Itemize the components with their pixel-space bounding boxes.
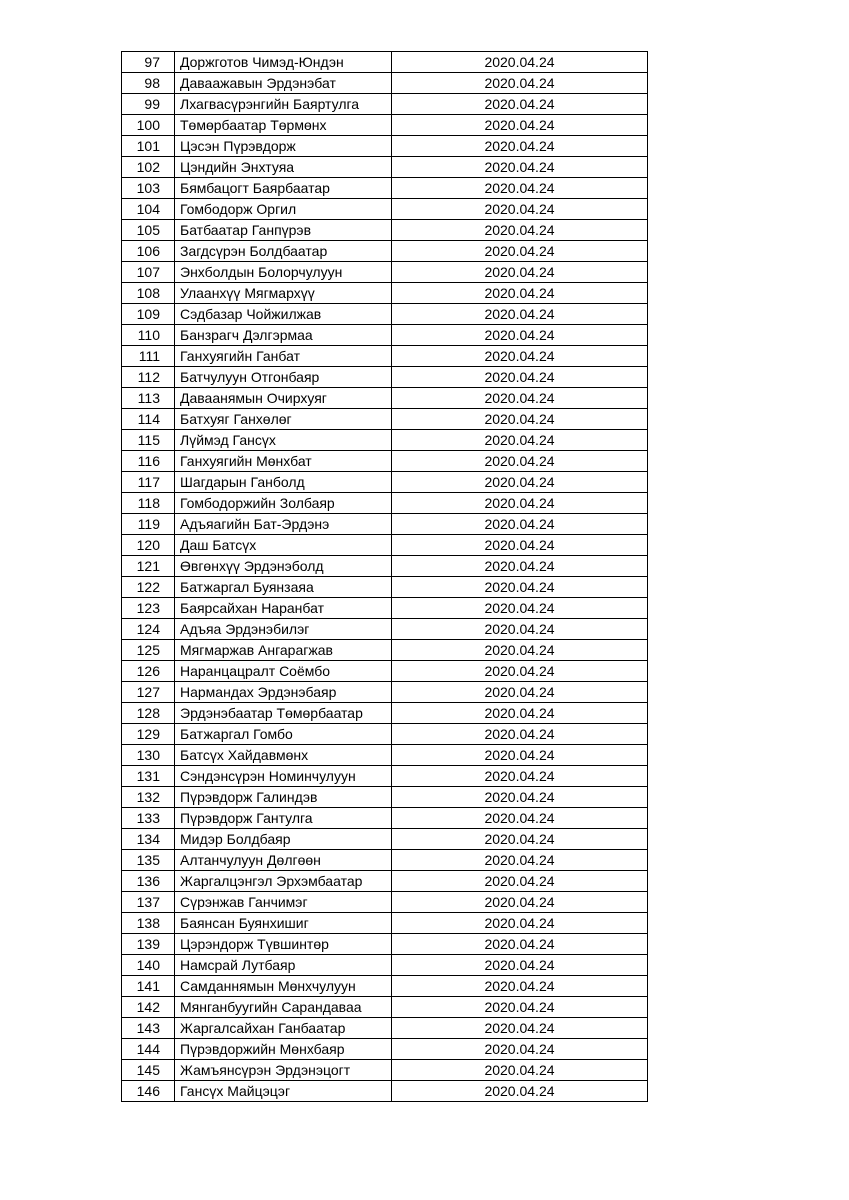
table-row bbox=[122, 409, 648, 430]
date-cell: 2020.04.24 bbox=[392, 136, 648, 157]
date-cell: 2020.04.24 bbox=[392, 220, 648, 241]
date-cell: 2020.04.24 bbox=[392, 829, 648, 850]
table-row bbox=[122, 73, 648, 94]
table-row bbox=[122, 367, 648, 388]
person-name-cell: Лүймэд Гансүх bbox=[175, 430, 392, 451]
table-row bbox=[122, 514, 648, 535]
date-cell: 2020.04.24 bbox=[392, 73, 648, 94]
date-cell: 2020.04.24 bbox=[392, 661, 648, 682]
person-name-cell: Даш Батсүх bbox=[175, 535, 392, 556]
table-row bbox=[122, 577, 648, 598]
person-name-cell: Жаргалсайхан Ганбаатар bbox=[175, 1018, 392, 1039]
table-row bbox=[122, 388, 648, 409]
date-cell: 2020.04.24 bbox=[392, 1081, 648, 1102]
person-name-cell: Батсүх Хайдавмөнх bbox=[175, 745, 392, 766]
date-cell: 2020.04.24 bbox=[392, 451, 648, 472]
person-name-cell: Эрдэнэбаатар Төмөрбаатар bbox=[175, 703, 392, 724]
table-row bbox=[122, 430, 648, 451]
person-name-cell: Сүрэнжав Ганчимэг bbox=[175, 892, 392, 913]
table-row bbox=[122, 682, 648, 703]
row-number-cell: 128 bbox=[122, 703, 175, 724]
table-row bbox=[122, 52, 648, 73]
table-row bbox=[122, 1039, 648, 1060]
row-number-cell: 141 bbox=[122, 976, 175, 997]
row-number-cell: 107 bbox=[122, 262, 175, 283]
date-cell: 2020.04.24 bbox=[392, 997, 648, 1018]
person-name-cell: Цэрэндорж Түвшинтөр bbox=[175, 934, 392, 955]
person-name-cell: Нармандах Эрдэнэбаяр bbox=[175, 682, 392, 703]
table-row bbox=[122, 787, 648, 808]
person-name-cell: Наранцацралт Соёмбо bbox=[175, 661, 392, 682]
date-cell: 2020.04.24 bbox=[392, 199, 648, 220]
date-cell: 2020.04.24 bbox=[392, 1018, 648, 1039]
row-number-cell: 118 bbox=[122, 493, 175, 514]
row-number-cell: 133 bbox=[122, 808, 175, 829]
table-row bbox=[122, 745, 648, 766]
person-name-cell: Цэндийн Энхтуяа bbox=[175, 157, 392, 178]
date-cell: 2020.04.24 bbox=[392, 976, 648, 997]
person-name-cell: Намсрай Лутбаяр bbox=[175, 955, 392, 976]
row-number-cell: 100 bbox=[122, 115, 175, 136]
table-row bbox=[122, 262, 648, 283]
row-number-cell: 106 bbox=[122, 241, 175, 262]
table-row bbox=[122, 472, 648, 493]
table-row bbox=[122, 640, 648, 661]
row-number-cell: 97 bbox=[122, 52, 175, 73]
date-cell: 2020.04.24 bbox=[392, 871, 648, 892]
row-number-cell: 111 bbox=[122, 346, 175, 367]
table-row bbox=[122, 346, 648, 367]
table-row bbox=[122, 997, 648, 1018]
roster-table-body bbox=[122, 52, 648, 1102]
table-row bbox=[122, 703, 648, 724]
row-number-cell: 98 bbox=[122, 73, 175, 94]
row-number-cell: 146 bbox=[122, 1081, 175, 1102]
date-cell: 2020.04.24 bbox=[392, 619, 648, 640]
date-cell: 2020.04.24 bbox=[392, 115, 648, 136]
row-number-cell: 144 bbox=[122, 1039, 175, 1060]
roster-table bbox=[121, 51, 648, 1102]
date-cell: 2020.04.24 bbox=[392, 1060, 648, 1081]
row-number-cell: 105 bbox=[122, 220, 175, 241]
row-number-cell: 109 bbox=[122, 304, 175, 325]
date-cell: 2020.04.24 bbox=[392, 430, 648, 451]
row-number-cell: 137 bbox=[122, 892, 175, 913]
person-name-cell: Батхуяг Ганхөлөг bbox=[175, 409, 392, 430]
person-name-cell: Гансүх Майцэцэг bbox=[175, 1081, 392, 1102]
row-number-cell: 126 bbox=[122, 661, 175, 682]
date-cell: 2020.04.24 bbox=[392, 409, 648, 430]
table-row bbox=[122, 913, 648, 934]
row-number-cell: 132 bbox=[122, 787, 175, 808]
table-row bbox=[122, 157, 648, 178]
person-name-cell: Шагдарын Ганболд bbox=[175, 472, 392, 493]
date-cell: 2020.04.24 bbox=[392, 241, 648, 262]
row-number-cell: 145 bbox=[122, 1060, 175, 1081]
date-cell: 2020.04.24 bbox=[392, 52, 648, 73]
row-number-cell: 115 bbox=[122, 430, 175, 451]
person-name-cell: Энхболдын Болорчулуун bbox=[175, 262, 392, 283]
row-number-cell: 113 bbox=[122, 388, 175, 409]
person-name-cell: Адъяа Эрдэнэбилэг bbox=[175, 619, 392, 640]
table-row bbox=[122, 136, 648, 157]
date-cell: 2020.04.24 bbox=[392, 325, 648, 346]
row-number-cell: 135 bbox=[122, 850, 175, 871]
date-cell: 2020.04.24 bbox=[392, 262, 648, 283]
row-number-cell: 121 bbox=[122, 556, 175, 577]
table-row bbox=[122, 451, 648, 472]
person-name-cell: Баярсайхан Наранбат bbox=[175, 598, 392, 619]
person-name-cell: Пүрэвдорж Гантулга bbox=[175, 808, 392, 829]
person-name-cell: Мягмаржав Ангарагжав bbox=[175, 640, 392, 661]
person-name-cell: Төмөрбаатар Төрмөнх bbox=[175, 115, 392, 136]
person-name-cell: Жамъянсүрэн Эрдэнэцогт bbox=[175, 1060, 392, 1081]
person-name-cell: Бямбацогт Баярбаатар bbox=[175, 178, 392, 199]
table-row bbox=[122, 283, 648, 304]
person-name-cell: Лхагвасүрэнгийн Баяртулга bbox=[175, 94, 392, 115]
row-number-cell: 108 bbox=[122, 283, 175, 304]
person-name-cell: Өвгөнхүү Эрдэнэболд bbox=[175, 556, 392, 577]
date-cell: 2020.04.24 bbox=[392, 493, 648, 514]
date-cell: 2020.04.24 bbox=[392, 388, 648, 409]
table-row bbox=[122, 556, 648, 577]
row-number-cell: 125 bbox=[122, 640, 175, 661]
row-number-cell: 127 bbox=[122, 682, 175, 703]
person-name-cell: Батжаргал Буянзаяа bbox=[175, 577, 392, 598]
person-name-cell: Баянсан Буянхишиг bbox=[175, 913, 392, 934]
person-name-cell: Жаргалцэнгэл Эрхэмбаатар bbox=[175, 871, 392, 892]
table-row bbox=[122, 619, 648, 640]
date-cell: 2020.04.24 bbox=[392, 808, 648, 829]
date-cell: 2020.04.24 bbox=[392, 157, 648, 178]
date-cell: 2020.04.24 bbox=[392, 724, 648, 745]
date-cell: 2020.04.24 bbox=[392, 367, 648, 388]
table-row bbox=[122, 892, 648, 913]
table-row bbox=[122, 1060, 648, 1081]
row-number-cell: 99 bbox=[122, 94, 175, 115]
row-number-cell: 124 bbox=[122, 619, 175, 640]
person-name-cell: Алтанчулуун Дөлгөөн bbox=[175, 850, 392, 871]
row-number-cell: 122 bbox=[122, 577, 175, 598]
row-number-cell: 142 bbox=[122, 997, 175, 1018]
row-number-cell: 130 bbox=[122, 745, 175, 766]
person-name-cell: Улаанхүү Мягмархүү bbox=[175, 283, 392, 304]
row-number-cell: 143 bbox=[122, 1018, 175, 1039]
table-row bbox=[122, 94, 648, 115]
table-row bbox=[122, 976, 648, 997]
date-cell: 2020.04.24 bbox=[392, 514, 648, 535]
person-name-cell: Адъяагийн Бат-Эрдэнэ bbox=[175, 514, 392, 535]
date-cell: 2020.04.24 bbox=[392, 682, 648, 703]
table-row bbox=[122, 934, 648, 955]
table-row bbox=[122, 829, 648, 850]
row-number-cell: 120 bbox=[122, 535, 175, 556]
row-number-cell: 136 bbox=[122, 871, 175, 892]
row-number-cell: 134 bbox=[122, 829, 175, 850]
date-cell: 2020.04.24 bbox=[392, 535, 648, 556]
table-row bbox=[122, 871, 648, 892]
row-number-cell: 129 bbox=[122, 724, 175, 745]
date-cell: 2020.04.24 bbox=[392, 850, 648, 871]
date-cell: 2020.04.24 bbox=[392, 304, 648, 325]
table-row bbox=[122, 724, 648, 745]
table-row bbox=[122, 955, 648, 976]
person-name-cell: Пүрэвдоржийн Мөнхбаяр bbox=[175, 1039, 392, 1060]
person-name-cell: Доржготов Чимэд-Юндэн bbox=[175, 52, 392, 73]
person-name-cell: Самданнямын Мөнхчулуун bbox=[175, 976, 392, 997]
person-name-cell: Сэдбазар Чойжилжав bbox=[175, 304, 392, 325]
row-number-cell: 119 bbox=[122, 514, 175, 535]
table-row bbox=[122, 598, 648, 619]
table-row bbox=[122, 661, 648, 682]
person-name-cell: Банзрагч Дэлгэрмаа bbox=[175, 325, 392, 346]
row-number-cell: 139 bbox=[122, 934, 175, 955]
date-cell: 2020.04.24 bbox=[392, 556, 648, 577]
date-cell: 2020.04.24 bbox=[392, 94, 648, 115]
person-name-cell: Гомбодорж Оргил bbox=[175, 199, 392, 220]
date-cell: 2020.04.24 bbox=[392, 1039, 648, 1060]
person-name-cell: Ганхуягийн Ганбат bbox=[175, 346, 392, 367]
person-name-cell: Пүрэвдорж Галиндэв bbox=[175, 787, 392, 808]
row-number-cell: 114 bbox=[122, 409, 175, 430]
row-number-cell: 112 bbox=[122, 367, 175, 388]
date-cell: 2020.04.24 bbox=[392, 598, 648, 619]
person-name-cell: Даваажавын Эрдэнэбат bbox=[175, 73, 392, 94]
date-cell: 2020.04.24 bbox=[392, 577, 648, 598]
date-cell: 2020.04.24 bbox=[392, 283, 648, 304]
person-name-cell: Ганхуягийн Мөнхбат bbox=[175, 451, 392, 472]
row-number-cell: 123 bbox=[122, 598, 175, 619]
person-name-cell: Батбаатар Ганпүрэв bbox=[175, 220, 392, 241]
table-row bbox=[122, 850, 648, 871]
table-row bbox=[122, 808, 648, 829]
person-name-cell: Батчулуун Отгонбаяр bbox=[175, 367, 392, 388]
person-name-cell: Мянганбуугийн Сарандаваа bbox=[175, 997, 392, 1018]
row-number-cell: 140 bbox=[122, 955, 175, 976]
person-name-cell: Даваанямын Очирхуяг bbox=[175, 388, 392, 409]
row-number-cell: 117 bbox=[122, 472, 175, 493]
row-number-cell: 138 bbox=[122, 913, 175, 934]
row-number-cell: 104 bbox=[122, 199, 175, 220]
table-row bbox=[122, 178, 648, 199]
date-cell: 2020.04.24 bbox=[392, 766, 648, 787]
date-cell: 2020.04.24 bbox=[392, 913, 648, 934]
row-number-cell: 116 bbox=[122, 451, 175, 472]
table-row bbox=[122, 115, 648, 136]
table-row bbox=[122, 199, 648, 220]
person-name-cell: Гомбодоржийн Золбаяр bbox=[175, 493, 392, 514]
date-cell: 2020.04.24 bbox=[392, 955, 648, 976]
date-cell: 2020.04.24 bbox=[392, 346, 648, 367]
date-cell: 2020.04.24 bbox=[392, 787, 648, 808]
row-number-cell: 110 bbox=[122, 325, 175, 346]
table-row bbox=[122, 241, 648, 262]
date-cell: 2020.04.24 bbox=[392, 178, 648, 199]
table-row bbox=[122, 1081, 648, 1102]
person-name-cell: Батжаргал Гомбо bbox=[175, 724, 392, 745]
date-cell: 2020.04.24 bbox=[392, 640, 648, 661]
row-number-cell: 101 bbox=[122, 136, 175, 157]
date-cell: 2020.04.24 bbox=[392, 745, 648, 766]
person-name-cell: Мидэр Болдбаяр bbox=[175, 829, 392, 850]
person-name-cell: Сэндэнсүрэн Номинчулуун bbox=[175, 766, 392, 787]
table-row bbox=[122, 1018, 648, 1039]
date-cell: 2020.04.24 bbox=[392, 703, 648, 724]
table-row bbox=[122, 304, 648, 325]
date-cell: 2020.04.24 bbox=[392, 472, 648, 493]
row-number-cell: 131 bbox=[122, 766, 175, 787]
table-row bbox=[122, 220, 648, 241]
table-row bbox=[122, 325, 648, 346]
person-name-cell: Загдсүрэн Болдбаатар bbox=[175, 241, 392, 262]
table-row bbox=[122, 535, 648, 556]
row-number-cell: 102 bbox=[122, 157, 175, 178]
date-cell: 2020.04.24 bbox=[392, 892, 648, 913]
table-row bbox=[122, 493, 648, 514]
table-row bbox=[122, 766, 648, 787]
row-number-cell: 103 bbox=[122, 178, 175, 199]
date-cell: 2020.04.24 bbox=[392, 934, 648, 955]
person-name-cell: Цэсэн Пүрэвдорж bbox=[175, 136, 392, 157]
